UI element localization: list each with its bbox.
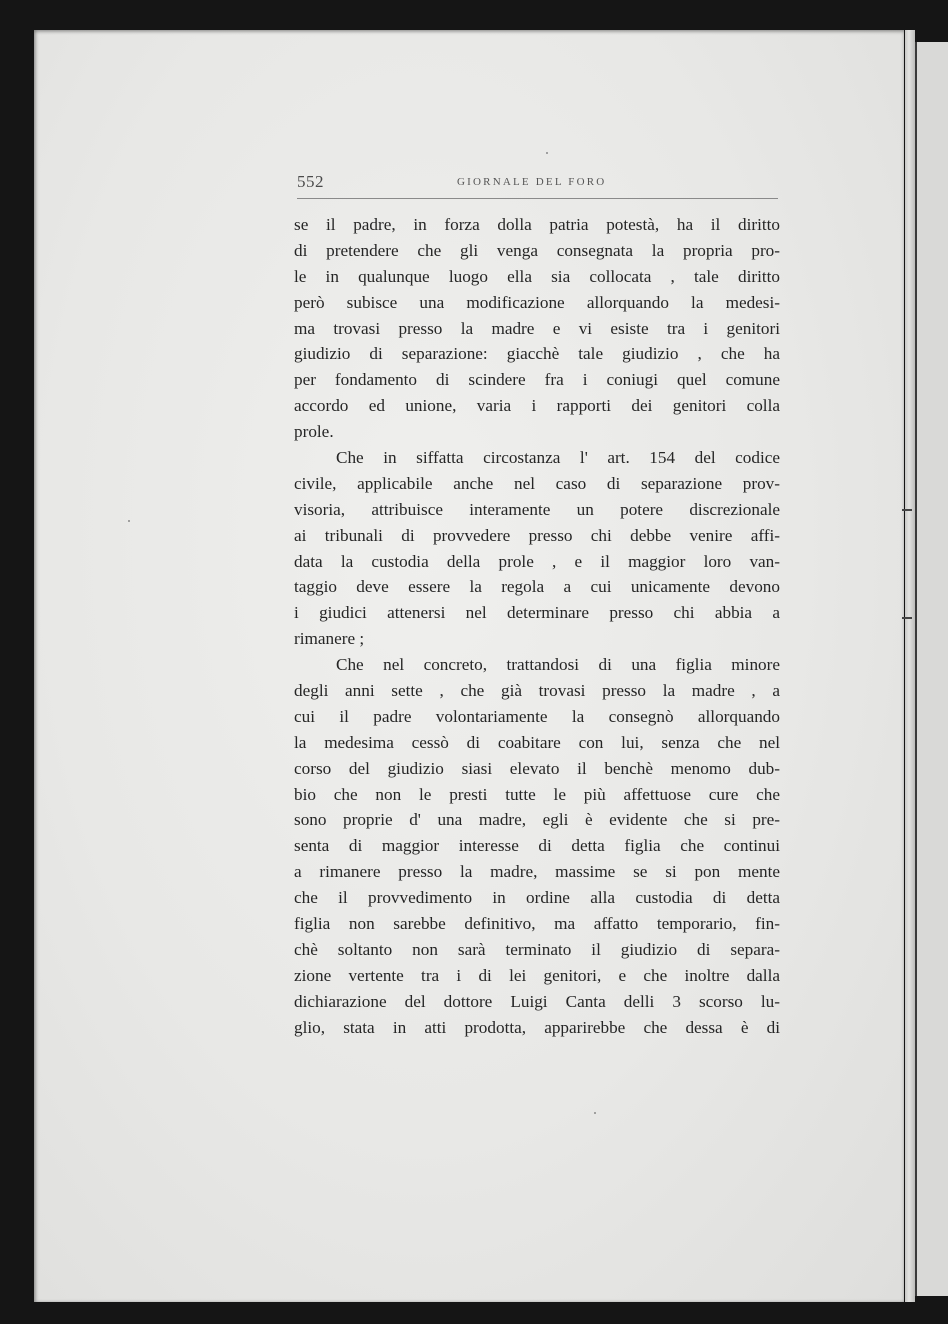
- text-line: per fondamento di scindere fra i coniugi quel comune: [294, 370, 780, 390]
- text-line: ma trovasi presso la madre e vi esiste tra i genitori: [294, 318, 780, 338]
- margin-mark: [902, 509, 912, 511]
- facing-page-strip: [915, 42, 948, 1296]
- text-line: accordo ed unione, varia i rapporti dei genitori colla: [294, 396, 780, 416]
- running-title: GIORNALE DEL FORO: [457, 176, 607, 188]
- text-line: i giudici attenersi nel determinare presso chi abbia a: [294, 603, 780, 623]
- text-line: le in qualunque luogo ella sia collocata , tale diritto: [294, 266, 780, 286]
- text-line: corso del giudizio siasi elevato il benchè menomo dub-: [294, 758, 780, 778]
- text-line: cui il padre volontariamente la consegnò allorquando: [294, 706, 780, 726]
- text-line: prole.: [294, 422, 334, 442]
- text-line: senta di maggior interesse di detta figlia che continui: [294, 836, 780, 856]
- body-text: [294, 212, 780, 1041]
- text-line: chè soltanto non sarà terminato il giudizio di separa-: [294, 939, 780, 959]
- paper-speck: [546, 152, 548, 154]
- text-line: degli anni sette , che già trovasi presso la madre , a: [294, 681, 780, 701]
- text-line: Che nel concreto, trattandosi di una figlia minore: [336, 655, 780, 675]
- text-line: Che in siffatta circostanza l' art. 154 del codice: [336, 448, 780, 468]
- page-edge: [905, 30, 915, 1302]
- text-line: di pretendere che gli venga consegnata la propria pro-: [294, 240, 780, 260]
- text-line: sono proprie d' una madre, egli è evidente che si pre-: [294, 810, 780, 830]
- text-line: glio, stata in atti prodotta, apparirebbe che dessa è di: [294, 1017, 780, 1037]
- text-line: giudizio di separazione: giacchè tale giudizio , che ha: [294, 344, 780, 364]
- paper-speck: [594, 1112, 596, 1114]
- page-number: 552: [297, 172, 324, 191]
- text-line: rimanere ;: [294, 629, 365, 649]
- text-line: taggio deve essere la regola a cui unicamente devono: [294, 577, 780, 597]
- text-line: figlia non sarebbe definitivo, ma affatto temporario, fin-: [294, 914, 780, 934]
- text-line: la medesima cessò di coabitare con lui, senza che nel: [294, 732, 780, 752]
- paper-speck: [128, 520, 130, 522]
- text-line: data la custodia della prole , e il maggior loro van-: [294, 551, 780, 571]
- text-line: che il provvedimento in ordine alla custodia di detta: [294, 888, 780, 908]
- margin-mark: [902, 617, 912, 619]
- text-line: ai tribunali di provvedere presso chi debbe venire affi-: [294, 525, 780, 545]
- text-line: se il padre, in forza dolla patria potestà, ha il diritto: [294, 215, 780, 234]
- text-line: visoria, attribuisce interamente un potere discrezionale: [294, 499, 780, 519]
- text-line: bio che non le presti tutte le più affettuose cure che: [294, 784, 780, 804]
- text-line: dichiarazione del dottore Luigi Canta delli 3 scorso lu-: [294, 991, 780, 1011]
- text-line: civile, applicabile anche nel caso di separazione prov-: [294, 473, 780, 493]
- text-line: a rimanere presso la madre, massime se si pon mente: [294, 862, 780, 882]
- text-line: zione vertente tra i di lei genitori, e che inoltre dalla: [294, 965, 780, 985]
- page-header: [297, 172, 778, 198]
- text-line: però subisce una modificazione allorquando la medesi-: [294, 292, 780, 312]
- header-rule: [297, 198, 778, 199]
